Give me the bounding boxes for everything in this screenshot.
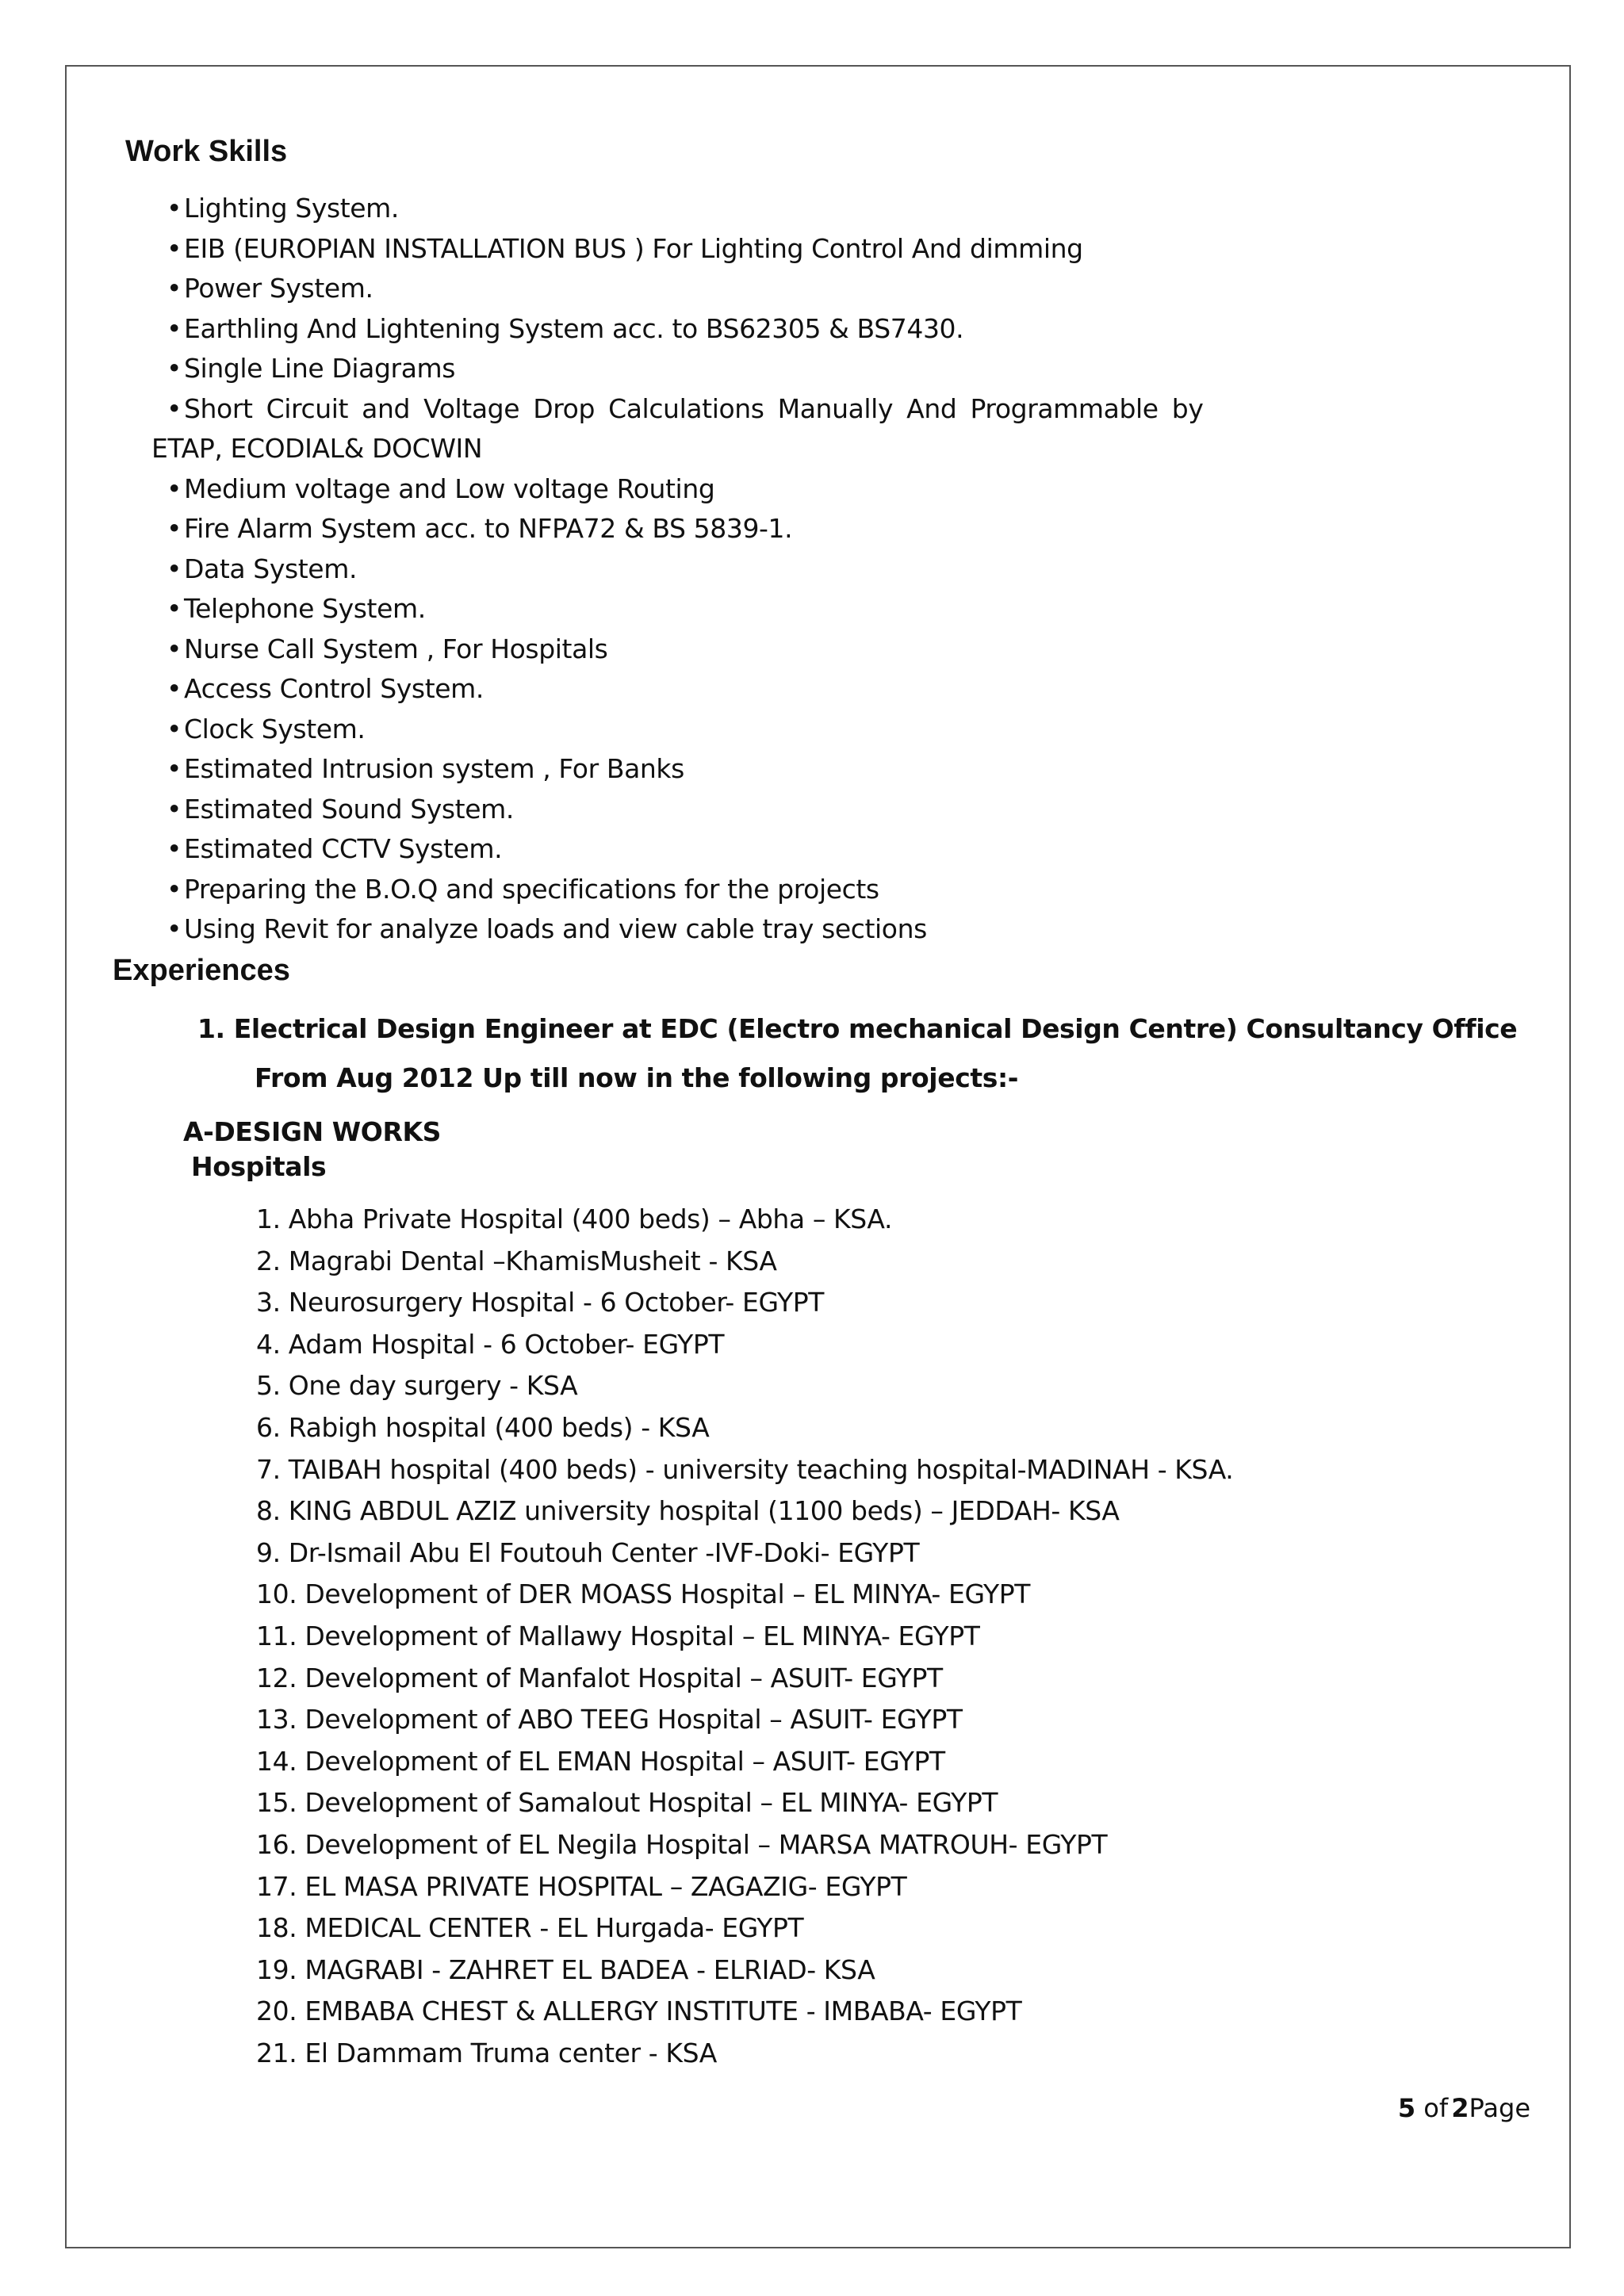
list-item: 12. Development of Manfalot Hospital – ASUIT- EGYPT <box>256 1662 943 1693</box>
list-item: 16. Development of EL Negila Hospital – MARSA MATROUH- EGYPT <box>256 1828 1108 1860</box>
list-item: 4. Adam Hospital - 6 October- EGYPT <box>256 1328 725 1360</box>
list-item: •Fire Alarm System acc. to NFPA72 & BS 5839-1. <box>167 513 793 544</box>
of-label: of <box>1423 2093 1449 2123</box>
hospital-projects-list <box>256 1199 1233 2074</box>
list-item: •Estimated Intrusion system , For Banks <box>167 753 684 784</box>
list-item: •Using Revit for analyze loads and view cable tray sections <box>167 913 927 944</box>
list-item: 7. TAIBAH hospital (400 beds) - university teaching hospital-MADINAH - KSA. <box>256 1453 1234 1485</box>
list-item: •Data System. <box>167 553 358 584</box>
page-label: Page <box>1469 2093 1530 2123</box>
list-item: 5. One day surgery - KSA <box>256 1370 578 1402</box>
list-item: 3. Neurosurgery Hospital - 6 October- EGYPT <box>256 1287 825 1318</box>
list-item: 13. Development of ABO TEEG Hospital – ASUIT- EGYPT <box>256 1704 963 1735</box>
list-item: 15. Development of Samalout Hospital – EL MINYA- EGYPT <box>256 1787 998 1819</box>
list-item: •EIB (EUROPIAN INSTALLATION BUS ) For Lighting Control And dimming <box>167 232 1083 264</box>
page-number <box>1398 2093 1530 2123</box>
list-item: 8. KING ABDUL AZIZ university hospital (1100 beds) – JEDDAH- KSA <box>256 1495 1120 1527</box>
list-item-continuation: ETAP, ECODIAL& DOCWIN <box>151 433 483 464</box>
list-item: •Earthling And Lightening System acc. to BS62305 & BS7430. <box>167 312 964 344</box>
list-item: 19. MAGRABI - ZAHRET EL BADEA - ELRIAD- KSA <box>256 1954 875 1985</box>
list-item: 1. Abha Private Hospital (400 beds) – Abha – KSA. <box>256 1203 893 1234</box>
list-item: •Lighting System. <box>167 193 400 224</box>
list-item: •Short Circuit and Voltage Drop Calculations Manually And Programmable by <box>167 392 1204 424</box>
current-page: 5 <box>1397 2093 1416 2123</box>
list-item: •Power System. <box>167 273 373 304</box>
work-skills-list <box>151 189 1204 950</box>
list-item: 11. Development of Mallawy Hospital – EL MINYA- EGYPT <box>256 1620 980 1651</box>
list-item: •Nurse Call System , For Hospitals <box>167 633 608 664</box>
list-item: 21. El Dammam Truma center - KSA <box>256 2037 717 2068</box>
list-item: 10. Development of DER MOASS Hospital – EL MINYA- EGYPT <box>256 1578 1030 1610</box>
section-label: A-DESIGN WORKS <box>183 1116 442 1147</box>
list-item: •Estimated Sound System. <box>167 793 514 825</box>
list-item: •Medium voltage and Low voltage Routing <box>167 473 715 504</box>
experiences-heading: Experiences <box>113 954 290 987</box>
list-item: 6. Rabigh hospital (400 beds) - KSA <box>256 1411 710 1443</box>
list-item: 9. Dr-Ismail Abu El Foutouh Center -IVF-Doki- EGYPT <box>256 1536 920 1568</box>
total-pages: 2 <box>1451 2093 1469 2123</box>
work-skills-heading: Work Skills <box>125 135 288 168</box>
list-item: •Preparing the B.O.Q and specifications for the projects <box>167 873 879 905</box>
list-item: •Clock System. <box>167 713 366 744</box>
job-title: 1. Electrical Design Engineer at EDC (Electro mechanical Design Centre) Consultancy Office <box>197 1013 1518 1044</box>
list-item: 2. Magrabi Dental –KhamisMusheit - KSA <box>256 1245 777 1276</box>
list-item: 17. EL MASA PRIVATE HOSPITAL – ZAGAZIG- EGYPT <box>256 1870 907 1902</box>
category-label: Hospitals <box>191 1151 327 1182</box>
list-item: •Access Control System. <box>167 673 484 704</box>
job-period: From Aug 2012 Up till now in the following projects:- <box>255 1062 1019 1093</box>
list-item: 18. MEDICAL CENTER - EL Hurgada- EGYPT <box>256 1912 804 1944</box>
list-item: •Telephone System. <box>167 593 426 624</box>
list-item: •Single Line Diagrams <box>167 353 456 384</box>
list-item: 20. EMBABA CHEST & ALLERGY INSTITUTE - IMBABA- EGYPT <box>256 1996 1022 2027</box>
list-item: 14. Development of EL EMAN Hospital – ASUIT- EGYPT <box>256 1745 945 1777</box>
list-item: •Estimated CCTV System. <box>167 833 503 864</box>
